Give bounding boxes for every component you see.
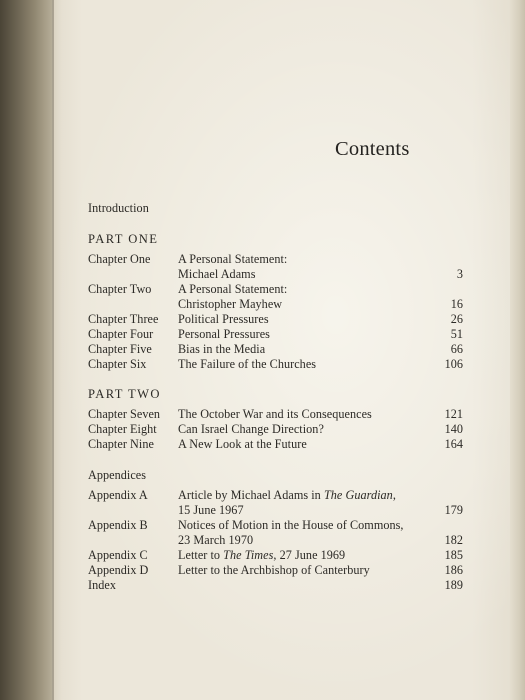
chapter-title-line bbox=[178, 422, 324, 436]
entry-text-segment: A Personal Statement: bbox=[178, 282, 288, 296]
page-number: 16 bbox=[450, 297, 463, 311]
chapter-title-line bbox=[178, 282, 287, 296]
page-number: 26 bbox=[450, 312, 463, 326]
chapter-title-line bbox=[178, 297, 282, 311]
introduction-label: Introduction bbox=[88, 201, 149, 215]
italic-title: The Times bbox=[223, 548, 274, 562]
chapter-title-line bbox=[178, 267, 255, 281]
chapter-title-line bbox=[178, 357, 316, 371]
entry-text-segment: The October War and its Consequences bbox=[178, 407, 372, 421]
entry-text-segment: Notices of Motion in the House of Commons, bbox=[178, 518, 404, 532]
page-number: 121 bbox=[444, 407, 463, 421]
entry-text-segment: A New Look at the Future bbox=[178, 437, 307, 451]
entry-text-segment: The Failure of the Churches bbox=[178, 357, 317, 371]
chapter-title-line bbox=[178, 327, 270, 341]
page-number: 186 bbox=[444, 563, 463, 577]
appendix-label: Index bbox=[88, 578, 116, 592]
chapter-label: Chapter Four bbox=[88, 327, 154, 341]
chapter-label: Chapter Five bbox=[88, 342, 152, 356]
appendix-label: Appendix A bbox=[88, 488, 148, 502]
page-edge bbox=[510, 0, 525, 700]
chapter-title-line bbox=[178, 437, 307, 451]
appendix-title-line bbox=[178, 548, 345, 562]
appendix-label: Appendix D bbox=[88, 563, 149, 577]
page-number: 3 bbox=[456, 267, 463, 281]
book-page bbox=[52, 0, 525, 700]
chapter-label: Chapter Eight bbox=[88, 422, 157, 436]
entry-text-segment: , bbox=[392, 488, 396, 502]
chapter-title-line bbox=[178, 407, 372, 421]
page-number: 179 bbox=[444, 503, 463, 517]
page-number: 140 bbox=[444, 422, 463, 436]
chapter-title-line bbox=[178, 252, 287, 266]
entry-text-segment: Article by Michael Adams in bbox=[178, 488, 324, 502]
chapter-title-line bbox=[178, 312, 269, 326]
appendix-title-line bbox=[178, 503, 244, 517]
chapter-title-line bbox=[178, 342, 265, 356]
page-number: 189 bbox=[444, 578, 463, 592]
page-number: 164 bbox=[444, 437, 463, 451]
entry-text-segment: Political Pressures bbox=[178, 312, 269, 326]
appendix-label: Appendix C bbox=[88, 548, 148, 562]
chapter-label: Chapter One bbox=[88, 252, 151, 266]
chapter-label: Chapter Three bbox=[88, 312, 159, 326]
entry-text-segment: , 27 June 1969 bbox=[273, 548, 346, 562]
chapter-label: Chapter Seven bbox=[88, 407, 161, 421]
appendix-title-line bbox=[178, 563, 370, 577]
chapter-label: Chapter Six bbox=[88, 357, 147, 371]
entry-text-segment: Michael Adams bbox=[178, 267, 256, 281]
page-number: 66 bbox=[450, 342, 463, 356]
entry-text-segment: Letter to bbox=[178, 548, 224, 562]
entry-text-segment: 23 March 1970 bbox=[178, 533, 254, 547]
page-number: 51 bbox=[450, 327, 463, 341]
appendices-heading: Appendices bbox=[88, 468, 147, 482]
entry-text-segment: Christopher Mayhew bbox=[178, 297, 283, 311]
contents-title: Contents bbox=[335, 138, 410, 160]
entry-text-segment: Bias in the Media bbox=[178, 342, 266, 356]
entry-text-segment: Letter to the Archbishop of Canterbury bbox=[178, 563, 370, 577]
page-number: 106 bbox=[444, 357, 463, 371]
appendix-label: Appendix B bbox=[88, 518, 148, 532]
entry-text-segment: Can Israel Change Direction? bbox=[178, 422, 324, 436]
appendix-title-line bbox=[178, 518, 404, 532]
page-number: 182 bbox=[444, 533, 463, 547]
book-gutter bbox=[52, 0, 54, 700]
part-one-heading: PART ONE bbox=[88, 232, 159, 246]
entry-text-segment: Personal Pressures bbox=[178, 327, 270, 341]
entry-text-segment: A Personal Statement: bbox=[178, 252, 288, 266]
part-two-heading: PART TWO bbox=[88, 387, 161, 401]
page-number: 185 bbox=[444, 548, 463, 562]
appendix-title-line bbox=[178, 533, 253, 547]
entry-text-segment: 15 June 1967 bbox=[178, 503, 244, 517]
chapter-label: Chapter Two bbox=[88, 282, 152, 296]
appendix-title-line bbox=[178, 488, 396, 502]
italic-title: The Guardian bbox=[323, 488, 393, 502]
chapter-label: Chapter Nine bbox=[88, 437, 154, 451]
